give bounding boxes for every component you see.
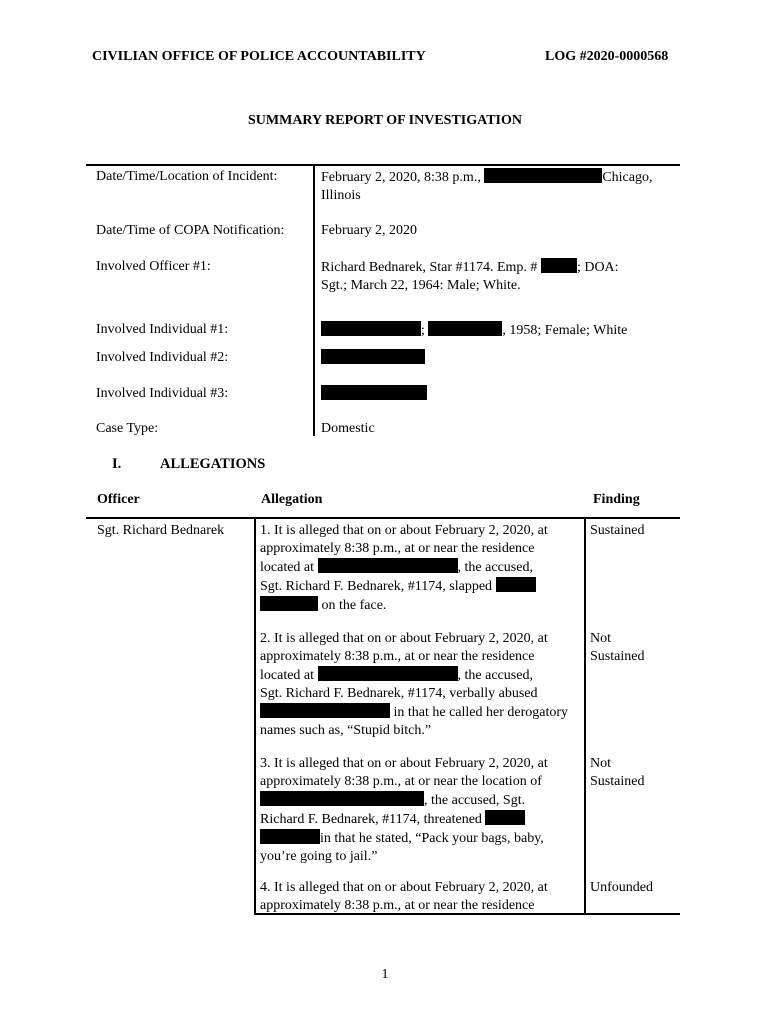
allegation-line: approximately 8:38 p.m., at or near the residence <box>260 898 535 913</box>
info-table-divider <box>313 164 315 436</box>
allegation-line: in that he called her derogatory <box>260 703 582 722</box>
case-type-label: Case Type: <box>96 421 159 436</box>
allegation-line: located at , the accused, <box>260 668 533 683</box>
individual-1-details: , 1958; Female; White <box>502 323 628 338</box>
allegation-line: names such as, “Stupid bitch.” <box>260 723 432 738</box>
allegation-line: approximately 8:38 p.m., at or near the residence <box>260 541 535 556</box>
section-number: I. <box>112 456 122 472</box>
allegation-line: 1. It is alleged that on or about February 2, 2020, at <box>260 523 548 538</box>
individual-3-label: Involved Individual #3: <box>96 386 229 401</box>
case-type-value: Domestic <box>321 421 375 436</box>
incident-label: Date/Time/Location of Incident: <box>96 169 278 184</box>
allegation-line: Sgt. Richard F. Bednarek, #1174, verbally abused <box>260 686 538 701</box>
incident-state: Illinois <box>321 188 361 203</box>
allegation-line: located at , the accused, <box>260 560 533 575</box>
officer-details: Sgt.; March 22, 1964: Male; White. <box>321 278 521 293</box>
allegation-line: 4. It is alleged that on or about February 2, 2020, at <box>260 880 548 895</box>
allegation-line: you’re going to jail.” <box>260 849 378 864</box>
notification-value: February 2, 2020 <box>321 223 418 238</box>
allegation-line: Sgt. Richard F. Bednarek, #1174, slapped <box>260 577 582 596</box>
redaction-block <box>541 258 577 273</box>
officer-col-divider <box>254 517 256 915</box>
officer-value <box>321 258 681 295</box>
finding-3: Not Sustained <box>590 756 645 789</box>
allegation-line: on the face. <box>260 596 582 615</box>
log-number: LOG #2020-0000568 <box>545 49 669 64</box>
col-finding-header: Finding <box>593 492 640 507</box>
individual-1-value <box>321 321 681 340</box>
notification-label: Date/Time of COPA Notification: <box>96 223 285 238</box>
allegation-1 <box>260 522 582 615</box>
individual-1-label: Involved Individual #1: <box>96 322 229 337</box>
redaction-block <box>496 577 536 592</box>
agency-header: CIVILIAN OFFICE OF POLICE ACCOUNTABILITY <box>92 49 426 64</box>
allegation-line: approximately 8:38 p.m., at or near the location of <box>260 774 542 789</box>
col-officer-header: Officer <box>97 492 140 507</box>
finding-4: Unfounded <box>590 880 653 895</box>
finding-col-divider <box>584 517 586 915</box>
individual-2-label: Involved Individual #2: <box>96 350 229 365</box>
redaction-block <box>321 385 427 400</box>
officer-doa: ; DOA: <box>576 260 619 275</box>
individual-2-value <box>321 349 681 368</box>
redaction-block <box>321 321 421 336</box>
officer-name-cell: Sgt. Richard Bednarek <box>97 523 225 538</box>
page-number: 1 <box>381 967 389 982</box>
incident-city: Chicago, <box>602 170 653 185</box>
info-table-top-rule <box>86 164 680 166</box>
finding-1: Sustained <box>590 523 645 538</box>
allegation-2 <box>260 630 582 740</box>
allegation-line: , the accused, Sgt. <box>260 791 582 810</box>
officer-label: Involved Officer #1: <box>96 259 211 274</box>
allegation-3 <box>260 755 582 866</box>
allegations-top-rule <box>86 517 680 519</box>
allegation-line: approximately 8:38 p.m., at or near the residence <box>260 649 535 664</box>
redaction-block <box>260 791 424 806</box>
redaction-block <box>318 666 458 681</box>
redaction-block <box>260 703 390 718</box>
individual-3-value <box>321 385 681 404</box>
redaction-block <box>484 168 602 183</box>
redaction-block <box>428 321 502 336</box>
officer-name: Richard Bednarek, Star #1174. Emp. # <box>321 260 538 275</box>
individual-1-sep: ; <box>421 323 425 338</box>
redaction-block <box>318 558 458 573</box>
finding-2: Not Sustained <box>590 631 645 664</box>
redaction-block <box>260 829 320 844</box>
incident-value <box>321 168 681 205</box>
incident-date: February 2, 2020, 8:38 p.m., <box>321 170 481 185</box>
section-title: ALLEGATIONS <box>160 456 266 472</box>
redaction-block <box>485 810 525 825</box>
allegation-line: 2. It is alleged that on or about February 2, 2020, at <box>260 631 548 646</box>
col-allegation-header: Allegation <box>261 492 323 507</box>
redaction-block <box>260 596 318 611</box>
allegation-4 <box>260 879 582 915</box>
allegation-line: 3. It is alleged that on or about February 2, 2020, at <box>260 756 548 771</box>
allegation-line: Richard F. Bednarek, #1174, threatened <box>260 810 582 829</box>
report-title: SUMMARY REPORT OF INVESTIGATION <box>248 113 522 128</box>
redaction-block <box>321 349 425 364</box>
allegation-line: in that he stated, “Pack your bags, baby, <box>260 829 582 848</box>
